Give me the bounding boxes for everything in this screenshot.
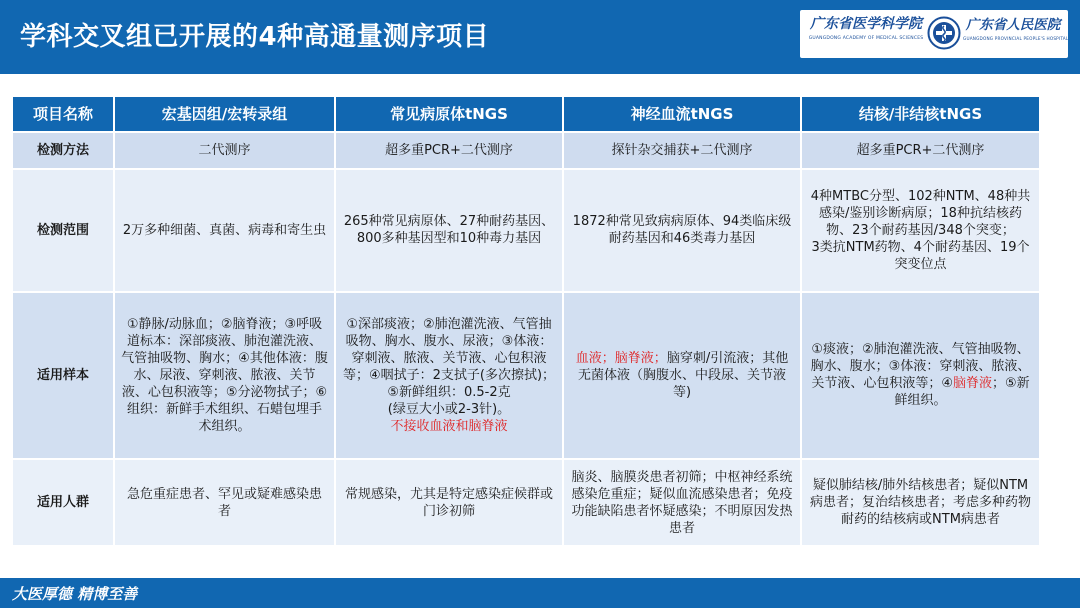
range-cell — [802, 170, 1039, 291]
warning-text: 脑脊液 — [952, 376, 992, 392]
population-cell: 疑似肺结核/肺外结核患者；疑似NTM病患者；复治结核患者；考虑多种药物耐药的结核病或NTM病患者 — [802, 460, 1039, 545]
range-cell: 2万多种细菌、真菌、病毒和寄生虫 — [115, 170, 334, 291]
sample-text: (绿豆大小或2-3针)。 — [387, 401, 511, 417]
population-cell: 常规感染，尤其是特定感染症候群或门诊初筛 — [336, 460, 562, 545]
range-tb-part1: 4种MTBC分型、102种NTM、48种共感染/鉴别诊断病原；18种抗结核药物、23个耐药基因/348个突变； — [810, 188, 1031, 238]
range-cell: 1872种常见致病病原体、94类临床级耐药基因和46类毒力基因 — [564, 170, 800, 291]
footer-bar — [0, 578, 1080, 608]
row-label-population: 适用人群 — [13, 460, 113, 545]
academy-name: 广东省医学科学院 — [810, 16, 922, 32]
header-common-pathogen-tngs: 常见病原体tNGS — [336, 97, 562, 131]
table-row — [13, 170, 1039, 291]
warning-text: 不接收血液和脑脊液 — [390, 418, 508, 434]
hospital-logo — [800, 10, 1068, 58]
sample-text: ；⑤新鲜组织。 — [894, 376, 1030, 409]
range-cell: 265种常见病原体、27种耐药基因、800多种基因型和10种毒力基因 — [336, 170, 562, 291]
sample-cell: ①静脉/动脉血；②脑脊液；③呼吸道标本：深部痰液、肺泡灌洗液、气管抽吸物、胸水；④其他体液：腹水、尿液、穿刺液、脓液、关节液、心包积液等；⑤分泌物拭子；⑥组织：新鲜手术组织、石蜡包埋手术组织。 — [115, 293, 334, 459]
sample-text: ①痰液；②肺泡灌洗液、气管抽吸物、胸水、腹水；③体液：穿刺液、脓液、关节液、心包积液等；④ — [810, 342, 1031, 392]
row-label-sample: 适用样本 — [13, 293, 113, 459]
warning-text: 血液；脑脊液； — [575, 350, 667, 366]
sample-cell — [564, 293, 800, 459]
table-row — [13, 460, 1039, 545]
header-neuro-blood-tngs: 神经血流tNGS — [564, 97, 800, 131]
page-title: 学科交叉组已开展的4种高通量测序项目 — [20, 22, 490, 52]
row-label-method: 检测方法 — [13, 133, 113, 167]
ngs-projects-table — [11, 95, 1041, 547]
sample-cell — [802, 293, 1039, 459]
academy-english-name: GUANGDONG ACADEMY OF MEDICAL SCIENCES — [808, 36, 924, 41]
header-tb-ntm-tngs: 结核/非结核tNGS — [802, 97, 1039, 131]
header-project-name: 项目名称 — [13, 97, 113, 131]
sample-text: 脑穿刺/引流液；其他无菌体液（胸腹水、中段尿、关节液等) — [577, 350, 789, 400]
range-tb-part2: 3类抗NTM药物、4个耐药基因、19个突变位点 — [811, 239, 1030, 272]
row-label-range: 检测范围 — [13, 170, 113, 291]
table-header-row — [13, 97, 1039, 131]
academy-logo-text — [806, 13, 926, 41]
sample-cell — [336, 293, 562, 459]
header-metagenomics: 宏基因组/宏转录组 — [115, 97, 334, 131]
population-cell: 脑炎、脑膜炎患者初筛；中枢神经系统感染危重症；疑似血流感染患者；免疫功能缺陷患者怀疑感染；不明原因发热患者 — [564, 460, 800, 545]
table-row — [13, 293, 1039, 459]
method-cell: 超多重PCR+二代测序 — [802, 133, 1039, 167]
population-cell: 急危重症患者、罕见或疑难感染患者 — [115, 460, 334, 545]
header-bar — [0, 0, 1080, 74]
hospital-name: 广东省人民医院 — [965, 17, 1061, 33]
table-row — [13, 133, 1039, 167]
footer-slogan: 大医厚德 精博至善 — [12, 585, 138, 603]
method-cell: 探针杂交捕获+二代测序 — [564, 133, 800, 167]
hospital-logo-text — [963, 13, 1069, 41]
method-cell: 超多重PCR+二代测序 — [336, 133, 562, 167]
hospital-emblem-icon — [927, 16, 961, 50]
sample-text: ①深部痰液；②肺泡灌洗液、气管抽吸物、胸水、腹水、尿液；③体液：穿刺液、脓液、关节液、心包积液等；④咽拭子：2支拭子(多次擦拭)；⑤新鲜组织：0.5-2克 — [342, 316, 556, 400]
method-cell: 二代测序 — [115, 133, 334, 167]
hospital-english-name: GUANGDONG PROVINCIAL PEOPLE'S HOSPITAL — [963, 36, 1069, 41]
